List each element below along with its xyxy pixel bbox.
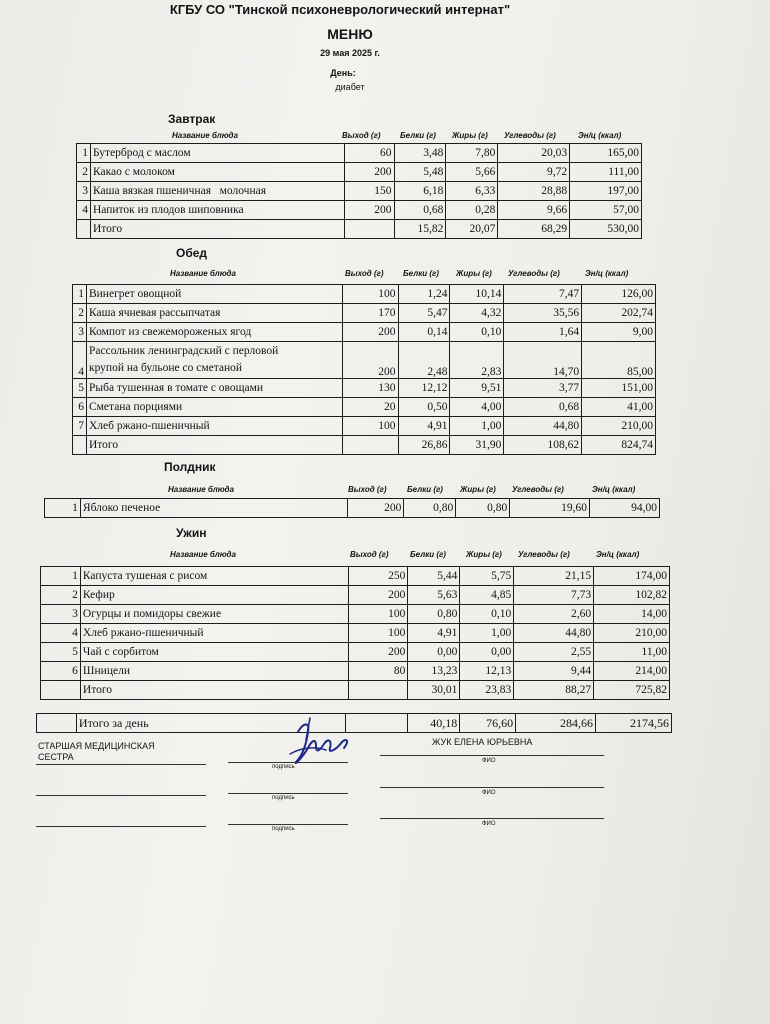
signature-line (228, 824, 348, 825)
position-line (36, 795, 206, 796)
col-protein: Белки (г) (403, 269, 439, 278)
table-row: 1 Винегрет овощной 100 1,24 10,14 7,47 126,00 (73, 285, 656, 304)
table-row: 4 Напиток из плодов шиповника 200 0,68 0,28 9,66 57,00 (77, 201, 642, 220)
col-fat: Жиры (г) (460, 485, 496, 494)
col-name: Название блюда (170, 269, 236, 278)
col-fat: Жиры (г) (452, 131, 488, 140)
col-carbs: Углеводы (г) (504, 131, 556, 140)
table-row: 3 Огурцы и помидоры свежие 100 0,80 0,10 2,60 14,00 (41, 605, 670, 624)
day-label: День: (330, 68, 356, 78)
table-row: 1 Яблоко печеное 200 0,80 0,80 19,60 94,00 (45, 499, 660, 518)
col-carbs: Углеводы (г) (508, 269, 560, 278)
col-fat: Жиры (г) (466, 550, 502, 559)
col-name: Название блюда (168, 485, 234, 494)
table-row: 6 Сметана порциями 20 0,50 4,00 0,68 41,00 (73, 398, 656, 417)
total-row: Итого 15,82 20,07 68,29 530,00 (77, 220, 642, 239)
organization-name: КГБУ СО "Тинской психоневрологический интернат" (169, 2, 511, 17)
table-row: 6 Шницели 80 13,23 12,13 9,44 214,00 (41, 662, 670, 681)
table-row: 7 Хлеб ржано-пшеничный 100 4,91 1,00 44,80 210,00 (73, 417, 656, 436)
section-title: Ужин (176, 526, 207, 540)
column-header (0, 269, 700, 281)
table-row: 3 Компот из свежемороженых ягод 200 0,14 0,10 1,64 9,00 (73, 323, 656, 342)
column-header (0, 131, 700, 143)
col-protein: Белки (г) (410, 550, 446, 559)
fio-caption: ФИО (482, 758, 496, 764)
col-fat: Жиры (г) (456, 269, 492, 278)
col-protein: Белки (г) (407, 485, 443, 494)
dinner-table (40, 566, 670, 700)
lunch-table (72, 284, 656, 455)
signature-caption: подпись (272, 764, 295, 770)
table-row: 5 Чай с сорбитом 200 0,00 0,00 2,55 11,00 (41, 643, 670, 662)
breakfast-table (76, 143, 642, 239)
document-title: МЕНЮ (327, 26, 373, 42)
col-energy: Эн/ц (ккал) (596, 550, 640, 559)
table-row: 4 Рассольник ленинградский с перловой крупой на бульоне со сметаной 200 2,48 2,83 14,70 85,00 (73, 342, 656, 379)
fio-caption: ФИО (482, 821, 496, 827)
dish-name-line1: Рассольник ленинградский с перловой (88, 345, 279, 357)
table-row: 1 Бутерброд с маслом 60 3,48 7,80 20,03 165,00 (77, 144, 642, 163)
day-total-row: Итого за день 40,18 76,60 284,66 2174,56 (37, 714, 672, 733)
col-carbs: Углеводы (г) (512, 485, 564, 494)
col-yield: Выход (г) (350, 550, 389, 559)
table-row: 1 Капуста тушеная с рисом 250 5,44 5,75 21,15 174,00 (41, 567, 670, 586)
col-energy: Эн/ц (ккал) (585, 269, 629, 278)
section-title: Обед (176, 246, 208, 260)
column-header (0, 485, 700, 497)
column-header (0, 550, 700, 562)
fio-caption: ФИО (482, 790, 496, 796)
col-carbs: Углеводы (г) (518, 550, 570, 559)
diet-type: диабет (335, 82, 365, 92)
col-name: Название блюда (172, 131, 238, 140)
table-row: 4 Хлеб ржано-пшеничный 100 4,91 1,00 44,80 210,00 (41, 624, 670, 643)
position-line (36, 826, 206, 827)
table-row: 2 Каша ячневая рассыпчатая 170 5,47 4,32 35,56 202,74 (73, 304, 656, 323)
dish-name-line2: крупой на бульоне со сметаной (88, 362, 243, 374)
table-row: 3 Каша вязкая пшеничная молочная 150 6,18 6,33 28,88 197,00 (77, 182, 642, 201)
signature-caption: подпись (272, 795, 295, 801)
section-title: Полдник (164, 460, 216, 474)
menu-date: 29 мая 2025 г. (320, 48, 380, 58)
fio-line (380, 755, 604, 756)
total-row: Итого 26,86 31,90 108,62 824,74 (73, 436, 656, 455)
col-energy: Эн/ц (ккал) (592, 485, 636, 494)
signer-position: СТАРШАЯ МЕДИЦИНСКАЯ СЕСТРА (38, 741, 155, 762)
table-row: 2 Кефир 200 5,63 4,85 7,73 102,82 (41, 586, 670, 605)
total-row: Итого 30,01 23,83 88,27 725,82 (41, 681, 670, 700)
signature-caption: подпись (272, 826, 295, 832)
snack-table (44, 498, 660, 518)
signature-line (228, 793, 348, 794)
handwritten-signature (280, 710, 360, 774)
table-row: 2 Какао с молоком 200 5,48 5,66 9,72 111,00 (77, 163, 642, 182)
table-row: 5 Рыба тушенная в томате с овощами 130 12,12 9,51 3,77 151,00 (73, 379, 656, 398)
col-energy: Эн/ц (ккал) (578, 131, 622, 140)
col-yield: Выход (г) (345, 269, 384, 278)
col-name: Название блюда (170, 550, 236, 559)
signer-name: ЖУК ЕЛЕНА ЮРЬЕВНА (432, 737, 533, 747)
col-protein: Белки (г) (400, 131, 436, 140)
col-yield: Выход (г) (348, 485, 387, 494)
fio-line (380, 818, 604, 819)
fio-line (380, 787, 604, 788)
position-line (36, 764, 206, 765)
section-title: Завтрак (168, 112, 216, 126)
col-yield: Выход (г) (342, 131, 381, 140)
